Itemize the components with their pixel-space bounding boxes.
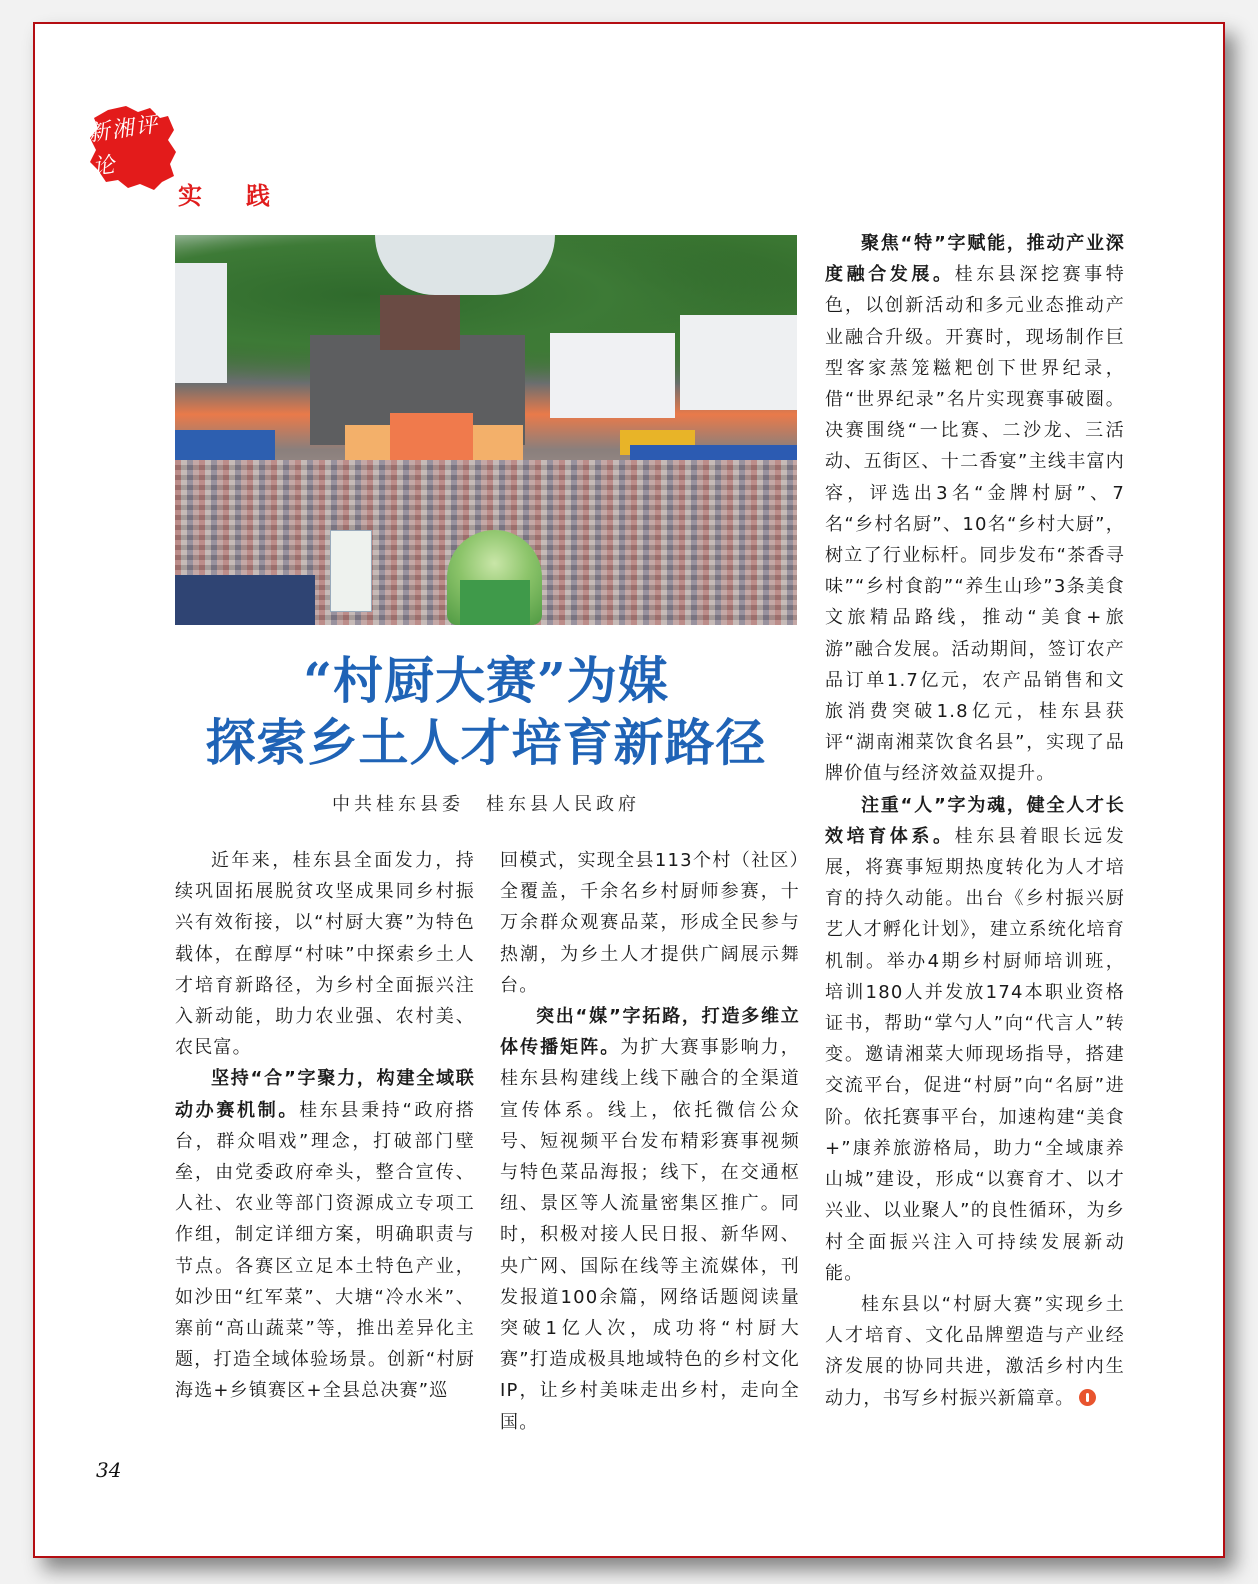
section-1-heading: 坚持“合”字聚力，构建全域联动办赛机制。 xyxy=(175,1068,475,1121)
section-label: 实践 xyxy=(178,182,314,210)
section-3-text: 桂东县深挖赛事特色，以创新活动和多元业态推动产业融合升级。开赛时，现场制作巨型客家蒸笼糍粑创下世界纪录，借“世界纪录”名片实现赛事破圈。决赛围绕“一比赛、二沙龙、三活动、五街区、十二香宴”主线丰富内容，评选出3名“金牌村厨”、7名“乡村名厨”、10名“乡村大厨”，树立了行业标杆。同步发布“茶香寻味”“乡村食韵”“养生山珍”3条美食文旅精品路线，推动“美食+旅游”融合发展。活动期间，签订农产品订单1.7亿元，农产品销售和文旅消费突破1.8亿元，桂东县获评“湖南湘菜饮食名县”，实现了品牌价值与经济效益双提升。 xyxy=(825,264,1125,785)
section-1-text: 桂东县秉持“政府搭台，群众唱戏”理念，打破部门壁垒，由党委政府牵头，整合宣传、人社、农业等部门资源成立专项工作组，制定详细方案，明确职责与节点。各赛区立足本土特色产业，如沙田“红军菜”、大塘“冷水米”、寨前“高山蔬菜”等，推出差异化主题，打造全域体验场景。创新“村厨海选+乡镇赛区+全县总决赛”巡 xyxy=(175,1099,475,1402)
conclusion-text: 桂东县以“村厨大赛”实现乡土人才培育、文化品牌塑造与产业经济发展的协同共进，激活乡村内生动力，书写乡村振兴新篇章。 xyxy=(825,1293,1125,1409)
end-mark-icon xyxy=(1079,1389,1096,1406)
author-1: 中共桂东县委 xyxy=(332,794,464,815)
title-line-1: “村厨大赛”为媒 xyxy=(303,651,669,710)
section-2-text: 为扩大赛事影响力，桂东县构建线上线下融合的全渠道宣传体系。线上，依托微信公众号、短视频平台发布精彩赛事视频与特色菜品海报；线下，在交通枢纽、景区等人流量密集区推广。同时，积极对接人民日报、新华网、央广网、国际在线等主流媒体，刊发报道100余篇，网络话题阅读量突破1亿人次，成功将“村厨大赛”打造成极具地域特色的乡村文化IP，让乡村美味走出乡村，走向全国。 xyxy=(500,1037,800,1433)
section-2-paragraph xyxy=(500,1001,800,1438)
title-line-2: 探索乡土人才培育新路径 xyxy=(205,713,767,772)
section-2-heading: 突出“媒”字拓路，打造多维立体传播矩阵。 xyxy=(500,1006,800,1059)
section-1-continuation: 回模式，实现全县113个村（社区）全覆盖，千余名乡村厨师参赛，十万余群众观赛品菜，形成全民参与热潮，为乡土人才提供广阔展示舞台。 xyxy=(500,850,800,996)
logo-text: 新湘评论 xyxy=(86,112,162,181)
section-1-paragraph xyxy=(175,1063,475,1406)
byline xyxy=(175,790,797,816)
column-1 xyxy=(175,845,475,1407)
article-title xyxy=(175,650,797,774)
column-2 xyxy=(500,845,800,1438)
conclusion-paragraph xyxy=(825,1289,1125,1414)
author-2: 桂东县人民政府 xyxy=(486,794,640,815)
section-4-text: 桂东县着眼长远发展，将赛事短期热度转化为人才培育的持久动能。出台《乡村振兴厨艺人才孵化计划》，建立系统化培育机制。举办4期乡村厨师培训班，培训180人并发放174本职业资格证书，帮助“掌勺人”向“代言人”转变。邀请湘菜大师现场指导，搭建交流平台，促进“村厨”向“名厨”进阶。依托赛事平台，加速构建“美食+”康养旅游格局，助力“全域康养山城”建设，形成“以赛育才、以才兴业、以业聚人”的良性循环，为乡村全面振兴注入可持续发展新动能。 xyxy=(825,825,1125,1284)
article-photo xyxy=(175,235,797,625)
page-number: 34 xyxy=(96,1458,122,1482)
intro-paragraph: 近年来，桂东县全面发力，持续巩固拓展脱贫攻坚成果同乡村振兴有效衔接，以“村厨大赛”为特色载体，在醇厚“村味”中探索乡土人才培育新路径，为乡村全面振兴注入新动能，助力农业强、农村美、农民富。 xyxy=(175,850,475,1059)
section-4-heading: 注重“人”字为魂，健全人才长效培育体系。 xyxy=(825,794,1125,847)
column-3 xyxy=(825,228,1125,1414)
section-3-heading: 聚焦“特”字赋能，推动产业深度融合发展。 xyxy=(825,233,1125,286)
section-3-paragraph xyxy=(825,228,1125,790)
section-4-paragraph xyxy=(825,790,1125,1289)
